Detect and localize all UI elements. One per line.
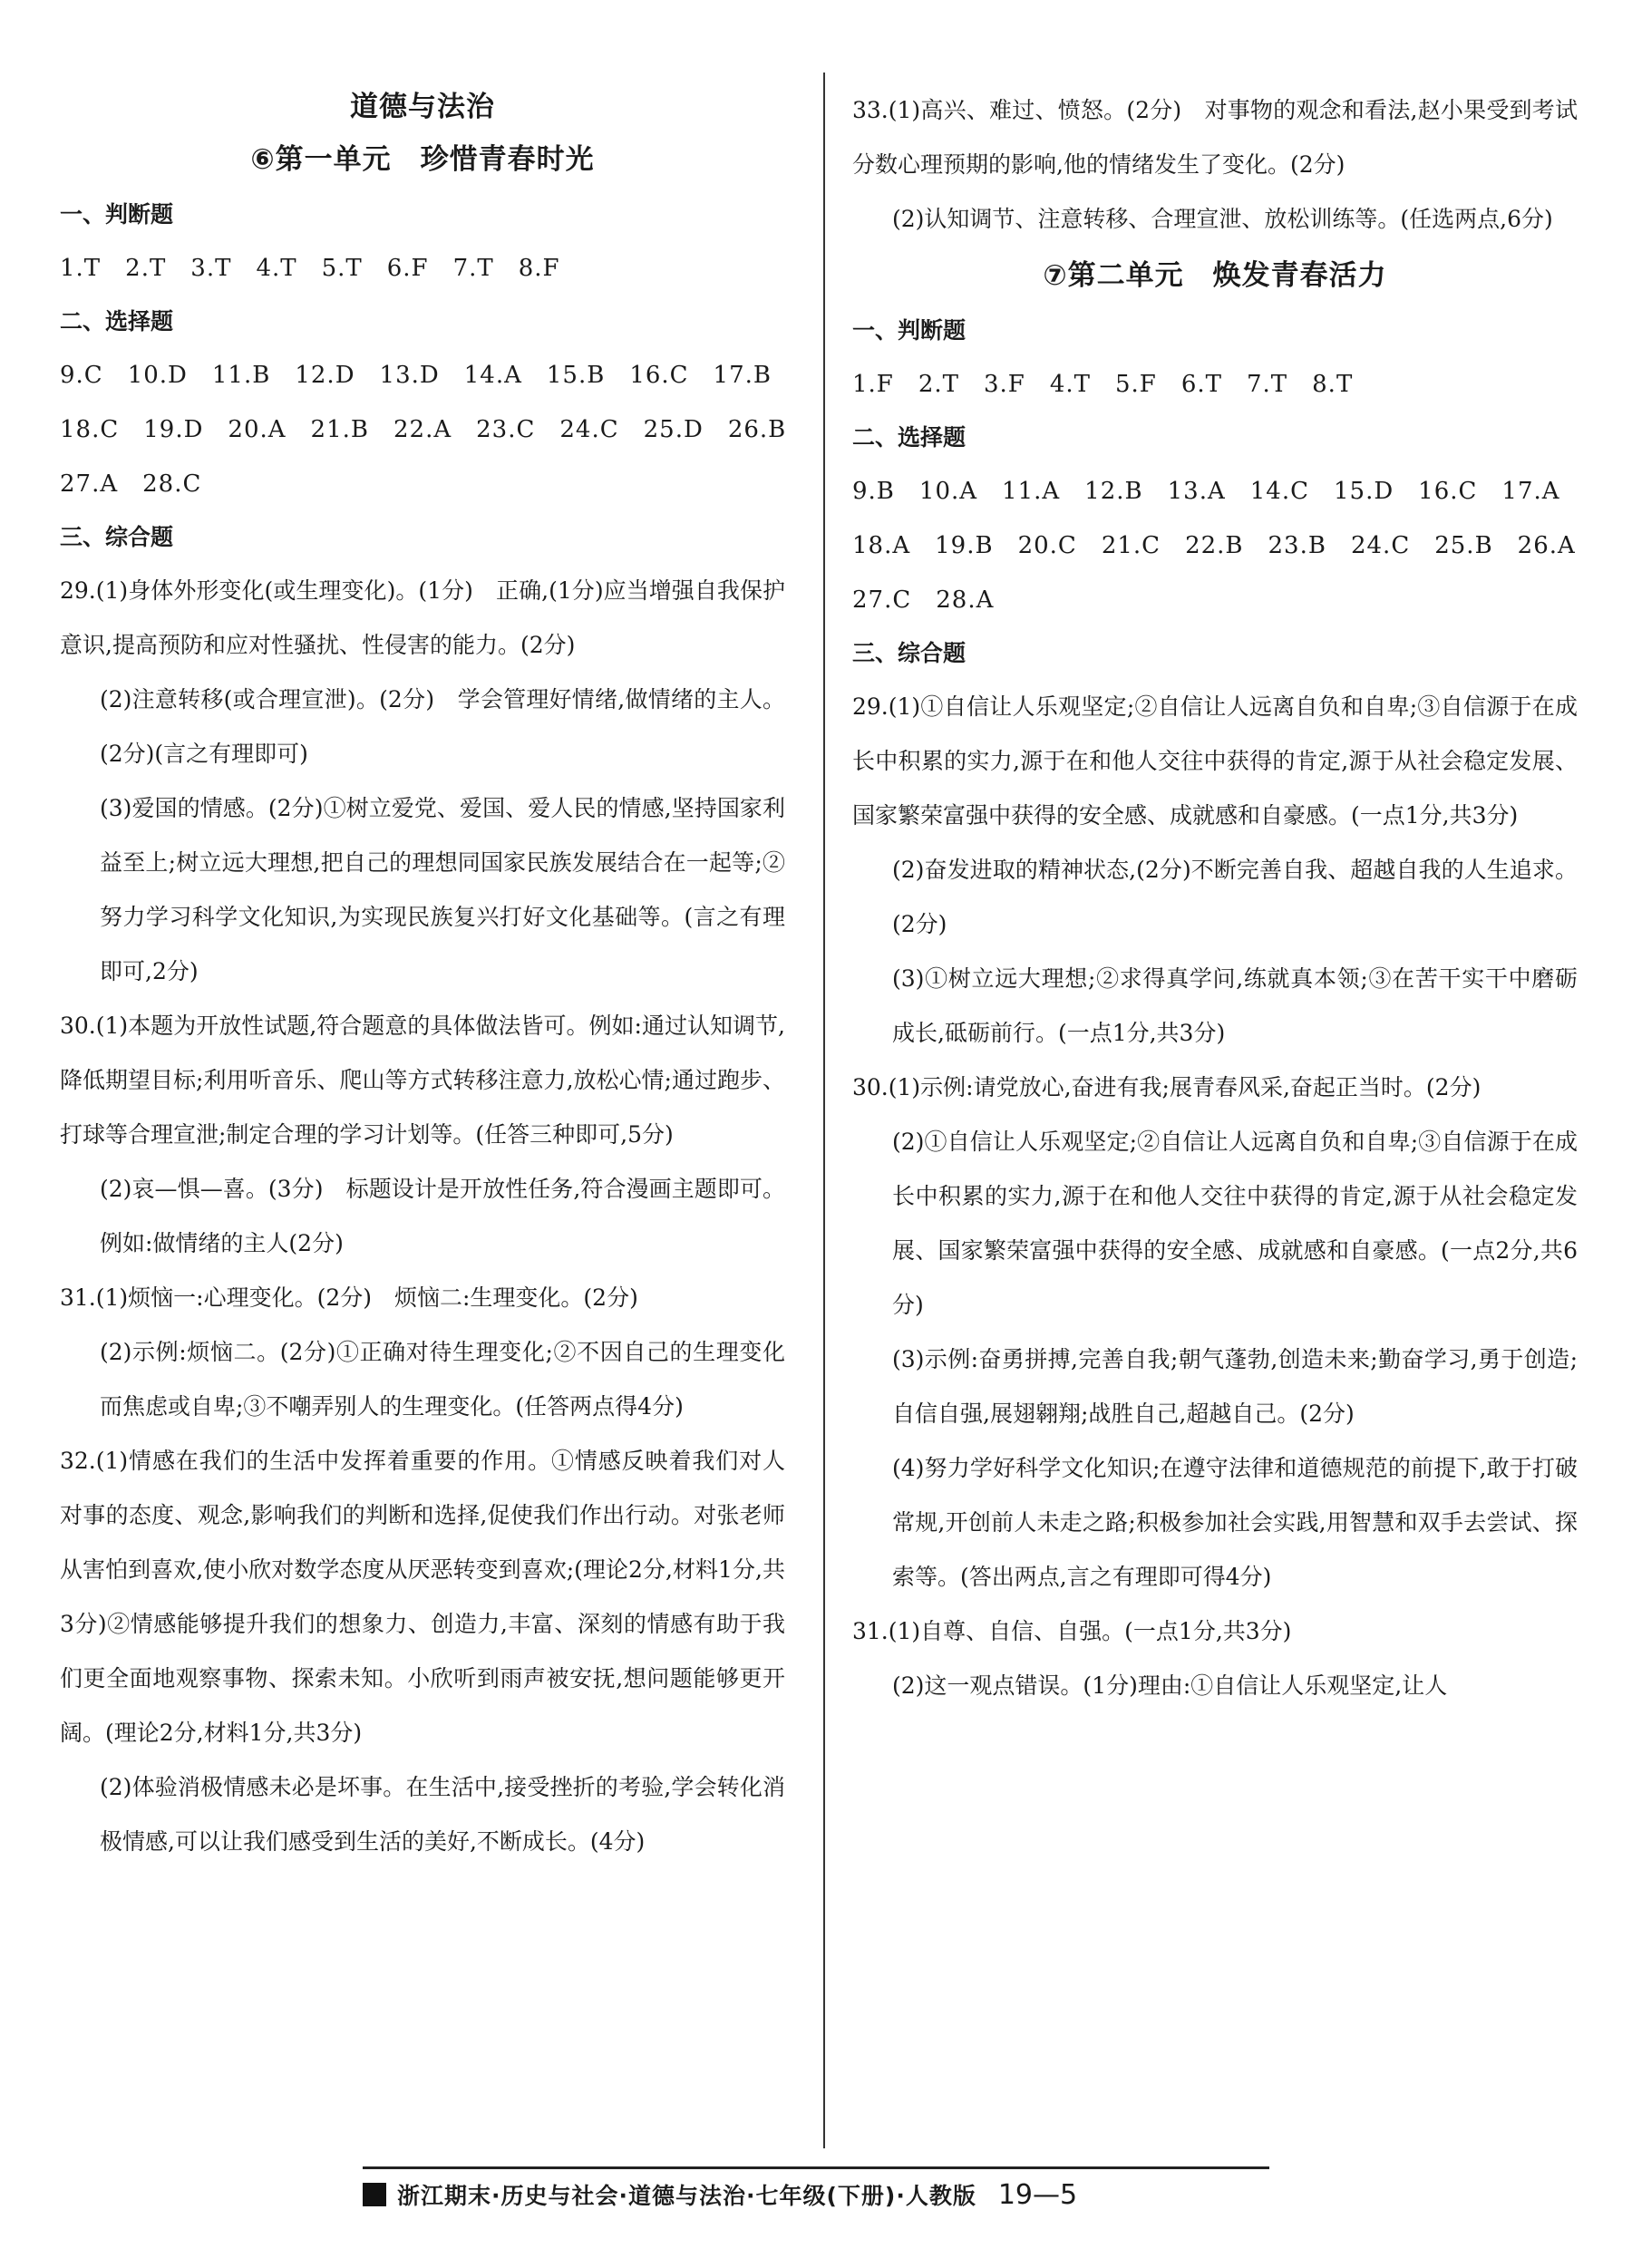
section-multiple-choice: 二、选择题 <box>852 424 967 451</box>
left-column <box>60 83 785 1869</box>
subject-title: 道德与法治 <box>350 91 495 123</box>
choice-answers-row-3: 27.C 28.A <box>852 586 995 614</box>
answer-29-2: (2)注意转移(或合理宣泄)。(2分) 学会管理好情绪,做情绪的主人。(2分)(言之有理即可) <box>100 686 785 767</box>
choice-answers-row-1: 9.B 10.A 11.A 12.B 13.A 14.C 15.D 16.C 17.A <box>852 478 1560 505</box>
unit-heading-7: ⑦第二单元 焕发青春活力 <box>1043 259 1387 292</box>
choice-answers-row-3: 27.A 28.C <box>60 470 202 498</box>
section-true-false: 一、判断题 <box>852 317 967 344</box>
answer-29-2: (2)奋发进取的精神状态,(2分)不断完善自我、超越自我的人生追求。(2分) <box>892 857 1578 937</box>
section-multiple-choice: 二、选择题 <box>60 308 174 334</box>
answer-32-2: (2)体验消极情感未必是坏事。在生活中,接受挫折的考验,学会转化消极情感,可以让我们感受到生活的美好,不断成长。(4分) <box>100 1774 785 1855</box>
answer-29-1: 29.(1)①自信让人乐观坚定;②自信让人远离自负和自卑;③自信源于在成长中积累的实力,源于在和他人交往中获得的肯定,源于从社会稳定发展、国家繁荣富强中获得的安全感、成就感和自豪感。(一点1分,共3分) <box>852 693 1578 829</box>
answer-33-1: 33.(1)高兴、难过、愤怒。(2分) 对事物的观念和看法,赵小果受到考试分数心理预期的影响,他的情绪发生了变化。(2分) <box>852 97 1578 178</box>
answer-30-1: 30.(1)本题为开放性试题,符合题意的具体做法皆可。例如:通过认知调节,降低期望目标;利用听音乐、爬山等方式转移注意力,放松心情;通过跑步、打球等合理宣泄;制定合理的学习计划等。(任答三种即可,5分) <box>60 1013 785 1148</box>
answer-29-1: 29.(1)身体外形变化(或生理变化)。(1分) 正确,(1分)应当增强自我保护意识,提高预防和应对性骚扰、性侵害的能力。(2分) <box>60 577 785 658</box>
choice-answers-row-1: 9.C 10.D 11.B 12.D 13.D 14.A 15.B 16.C 17.B <box>60 362 772 389</box>
answer-29-3: (3)①树立远大理想;②求得真学问,练就真本领;③在苦干实干中磨砺成长,砥砺前行。(一点1分,共3分) <box>892 965 1578 1046</box>
answer-30-2: (2)哀—惧—喜。(3分) 标题设计是开放性任务,符合漫画主题即可。例如:做情绪的主人(2分) <box>100 1176 785 1256</box>
column-divider <box>823 73 825 2148</box>
page-footer <box>363 2166 1269 2215</box>
answer-30-2: (2)①自信让人乐观坚定;②自信让人远离自负和自卑;③自信源于在成长中积累的实力,源于在和他人交往中获得的肯定,源于从社会稳定发展、国家繁荣富强中获得的安全感、成就感和自豪感。(一点2分,共6分) <box>892 1129 1578 1318</box>
section-comprehensive: 三、综合题 <box>60 524 174 550</box>
answer-32-1: 32.(1)情感在我们的生活中发挥着重要的作用。①情感反映着我们对人对事的态度、观念,影响我们的判断和选择,促使我们作出行动。对张老师从害怕到喜欢,使小欣对数学态度从厌恶转变到喜欢;(理论2分,材料1分,共3分)②情感能够提升我们的想象力、创造力,丰富、深刻的情感有助于我们更全面地观察事物、探索未知。小欣听到雨声被安抚,想问题能够更开阔。(理论2分,材料1分,共3分) <box>60 1448 785 1746</box>
answer-30-3: (3)示例:奋勇拼搏,完善自我;朝气蓬勃,创造未来;勤奋学习,勇于创造;自信自强,展翅翱翔;战胜自己,超越自己。(2分) <box>892 1346 1578 1427</box>
answer-31-1: 31.(1)烦恼一:心理变化。(2分) 烦恼二:生理变化。(2分) <box>60 1284 638 1311</box>
answer-29-3: (3)爱国的情感。(2分)①树立爱党、爱国、爱人民的情感,坚持国家利益至上;树立远大理想,把自己的理想同国家民族发展结合在一起等;②努力学习科学文化知识,为实现民族复兴打好文化基础等。(言之有理即可,2分) <box>100 795 785 984</box>
right-column <box>852 83 1578 1713</box>
choice-answers-row-2: 18.A 19.B 20.C 21.C 22.B 23.B 24.C 25.B 26.A <box>852 532 1576 559</box>
section-comprehensive: 三、综合题 <box>852 640 967 666</box>
answer-30-1: 30.(1)示例:请党放心,奋进有我;展青春风采,奋起正当时。(2分) <box>852 1074 1481 1100</box>
answer-31-1: 31.(1)自尊、自信、自强。(一点1分,共3分) <box>852 1618 1292 1644</box>
true-false-answers: 1.T 2.T 3.T 4.T 5.T 6.F 7.T 8.F <box>60 255 560 282</box>
answer-30-4: (4)努力学好科学文化知识;在遵守法律和道德规范的前提下,敢于打破常规,开创前人未走之路;积极参加社会实践,用智慧和双手去尝试、探索等。(答出两点,言之有理即可得4分) <box>892 1455 1578 1590</box>
unit-heading-6: ⑥第一单元 珍惜青春时光 <box>250 143 595 176</box>
page-number: 19—5 <box>997 2178 1078 2211</box>
answer-33-2: (2)认知调节、注意转移、合理宣泄、放松训练等。(任选两点,6分) <box>892 206 1553 232</box>
answer-31-2: (2)示例:烦恼二。(2分)①正确对待生理变化;②不因自己的生理变化而焦虑或自卑;③不嘲弄别人的生理变化。(任答两点得4分) <box>100 1339 785 1420</box>
true-false-answers: 1.F 2.T 3.F 4.T 5.F 6.T 7.T 8.T <box>852 371 1354 398</box>
footer-square-icon <box>363 2183 386 2206</box>
answer-31-2: (2)这一观点错误。(1分)理由:①自信让人乐观坚定,让人 <box>892 1672 1448 1699</box>
choice-answers-row-2: 18.C 19.D 20.A 21.B 22.A 23.C 24.C 25.D 26.B <box>60 416 787 443</box>
section-true-false: 一、判断题 <box>60 201 174 228</box>
footer-title: 浙江期末·历史与社会·道德与法治·七年级(下册)·人教版 <box>397 2183 976 2209</box>
